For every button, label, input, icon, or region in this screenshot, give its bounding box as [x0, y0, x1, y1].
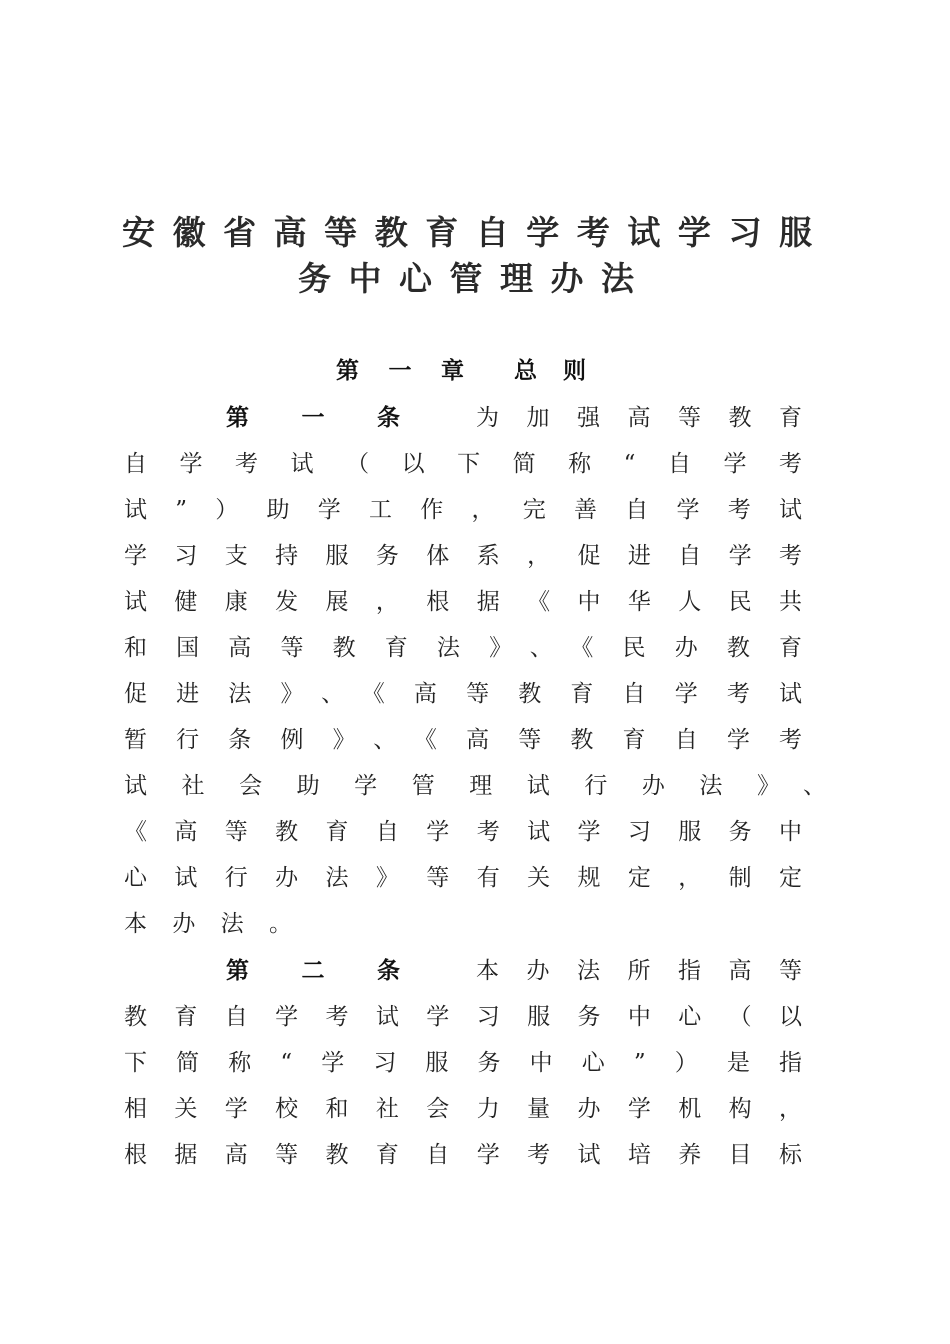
- article-1-line-6: 促进法》、《高等教育自学考试: [124, 681, 802, 707]
- article-2-line-0: 本办法所指高等: [476, 958, 802, 984]
- article-1-line-8: 试社会助学管理试行办法》、: [124, 773, 826, 799]
- chapter-name: 总则: [514, 358, 586, 384]
- article-1-line-4: 试健康发展，根据《中华人民共: [124, 589, 802, 615]
- article-1-line-10: 心试行办法》等有关规定，制定: [124, 865, 802, 891]
- article-1-line-1: 自学考试（以下简称“自学考: [124, 451, 802, 477]
- article-2-line-1: 教育自学考试学习服务中心（以: [124, 1004, 802, 1030]
- article-1-line-11: 本办法。: [124, 911, 292, 937]
- article-2-line-3: 相关学校和社会力量办学机构，: [124, 1096, 802, 1122]
- article-2-line-4: 根据高等教育自学考试培养目标: [124, 1142, 802, 1168]
- article-1-line-0: 为加强高等教育: [476, 405, 802, 431]
- article-1-line-2: 试”）助学工作，完善自学考试: [124, 497, 802, 523]
- article-2-line-2: 下简称“学习服务中心”）是指: [124, 1050, 802, 1076]
- article-1-label: 第一条: [226, 405, 400, 431]
- article-2-label: 第二条: [226, 958, 400, 984]
- document-title-line-2: 务中心管理办法: [298, 259, 634, 298]
- article-1-line-7: 暂行条例》、《高等教育自学考: [124, 727, 802, 753]
- article-1-line-5: 和国高等教育法》、《民办教育: [124, 635, 802, 661]
- article-1-line-9: 《高等教育自学考试学习服务中: [124, 819, 802, 845]
- document-title-line-1: 安徽省高等教育自学考试学习服: [122, 213, 812, 252]
- article-1-line-3: 学习支持服务体系，促进自学考: [124, 543, 802, 569]
- chapter-heading: [336, 350, 586, 392]
- chapter-number: 第一章: [336, 358, 464, 384]
